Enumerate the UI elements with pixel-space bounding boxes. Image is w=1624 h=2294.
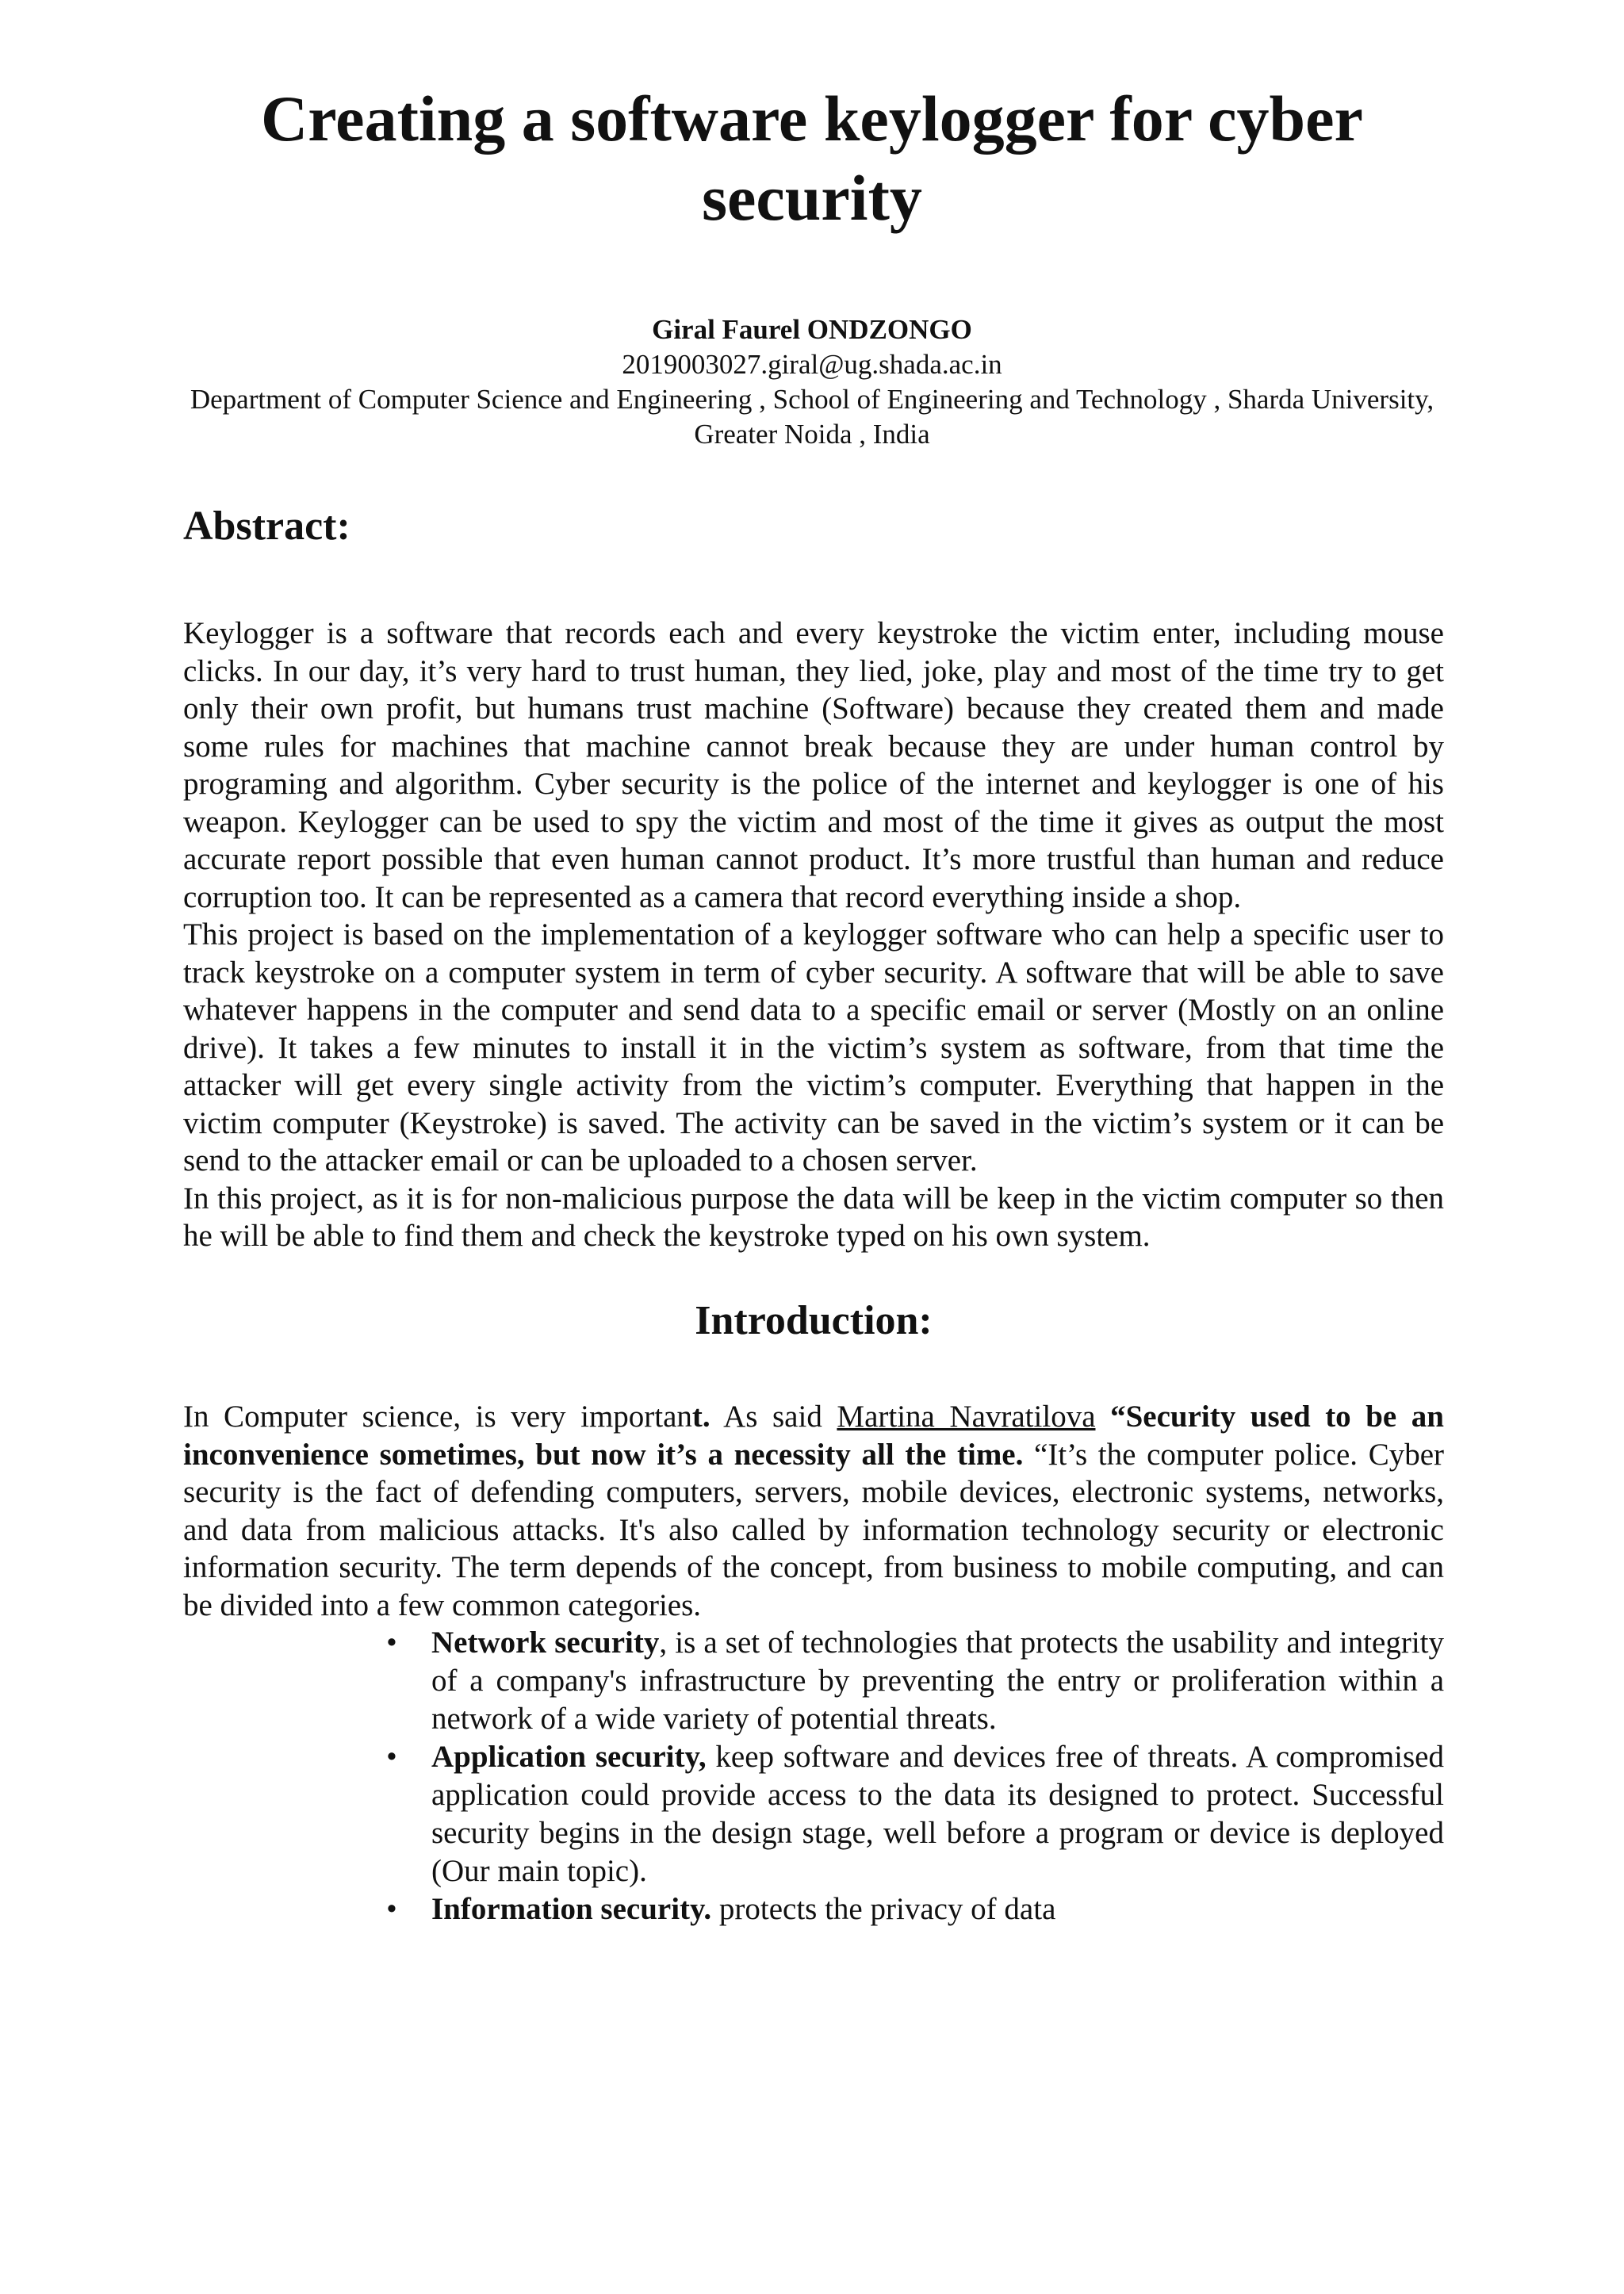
quoted-person-link[interactable]: Martina Navratilova [837, 1400, 1096, 1434]
author-affiliation: Department of Computer Science and Engineering , School of Engineering and Technology , Sharda University, Greater Noida , India [190, 384, 1434, 450]
introduction-paragraph [183, 1398, 1444, 1624]
abstract-paragraph: Keylogger is a software that records each and every keystroke the victim enter, including mouse clicks. In our day, it’s very hard to trust human, they lied, joke, play and most of the time try to get only their own profit, but humans trust machine (Software) because they created them and made some rules for machines that machine cannot break because they are under human control by programing and algorithm. Cyber security is the police of the internet and keylogger is one of his weapon. Keylogger can be used to spy the victim and most of the time it gives as output the most accurate report possible that even human cannot product. It’s more trustful than human and reduce corruption too. It can be represented as a camera that record everything inside a shop. [183, 616, 1444, 914]
paper-title: Creating a software keylogger for cyber security [261, 82, 1363, 234]
abstract-body [183, 615, 1444, 1255]
author-block [159, 312, 1465, 452]
bullet-text: , is a set of technologies that protects the usability and integrity of a company's infrastructure by preventing the entry or proliferation within a network of a wide variety of potential threats. [431, 1626, 1445, 1736]
bullet-term: Network security [431, 1626, 660, 1660]
bullet-term: Information security. [431, 1892, 712, 1926]
list-item [376, 1624, 1444, 1738]
intro-lead-text: In Computer science, is very importan [183, 1400, 692, 1434]
intro-as-said: As said [710, 1400, 837, 1434]
bullet-icon: • [386, 1740, 397, 1774]
abstract-paragraph: This project is based on the implementation of a keylogger software who can help a specific user to track keystroke on a computer system in term of cyber security. A software that will be able to save whatever happens in the computer and send data to a specific email or server (Mostly on an online drive). It takes a few minutes to install it in the victim’s system as software, from that time the attacker will get every single activity from the victim’s computer. Everything that happen in the victim computer (Keystroke) is saved. The activity can be saved in the victim’s system or it can be send to the attacker email or can be uploaded to a chosen server. [183, 917, 1444, 1178]
bullet-text: keep software and devices free of threats. A compromised application could provide access to the data its designed to protect. Successful security begins in the design stage, well before a program or device is deployed (Our main topic). [431, 1740, 1444, 1888]
list-item [376, 1890, 1444, 1928]
author-name: Giral Faurel ONDZONGO [652, 314, 972, 345]
security-categories-list [376, 1624, 1444, 1928]
intro-quote: “Security used to be an inconvenience sometimes, but now it’s a necessity all the time. [183, 1400, 1445, 1472]
bullet-term: Application security, [431, 1740, 707, 1774]
bullet-icon: • [386, 1626, 397, 1660]
list-item [376, 1738, 1444, 1890]
intro-after-quote: “It’s the computer police. Cyber security is the fact of defending computers, servers, mobile devices, electronic systems, networks, and data from malicious attacks. It's also called by information technology security or electronic information security. The term depends of the concept, from business to mobile computing, and can be divided into a few common categories. [183, 1437, 1445, 1622]
author-email: 2019003027.giral@ug.shada.ac.in [622, 349, 1002, 380]
bullet-text: protects the privacy of data [711, 1892, 1056, 1926]
introduction-body [183, 1398, 1444, 1624]
introduction-heading: Introduction: [695, 1298, 933, 1343]
abstract-heading: Abstract: [183, 504, 350, 549]
abstract-paragraph: In this project, as it is for non-malicious purpose the data will be keep in the victim computer so then he will be able to find them and check the keystroke typed on his own system. [183, 1181, 1444, 1253]
bullet-icon: • [386, 1892, 397, 1926]
intro-lead-bold: t. [691, 1400, 710, 1434]
